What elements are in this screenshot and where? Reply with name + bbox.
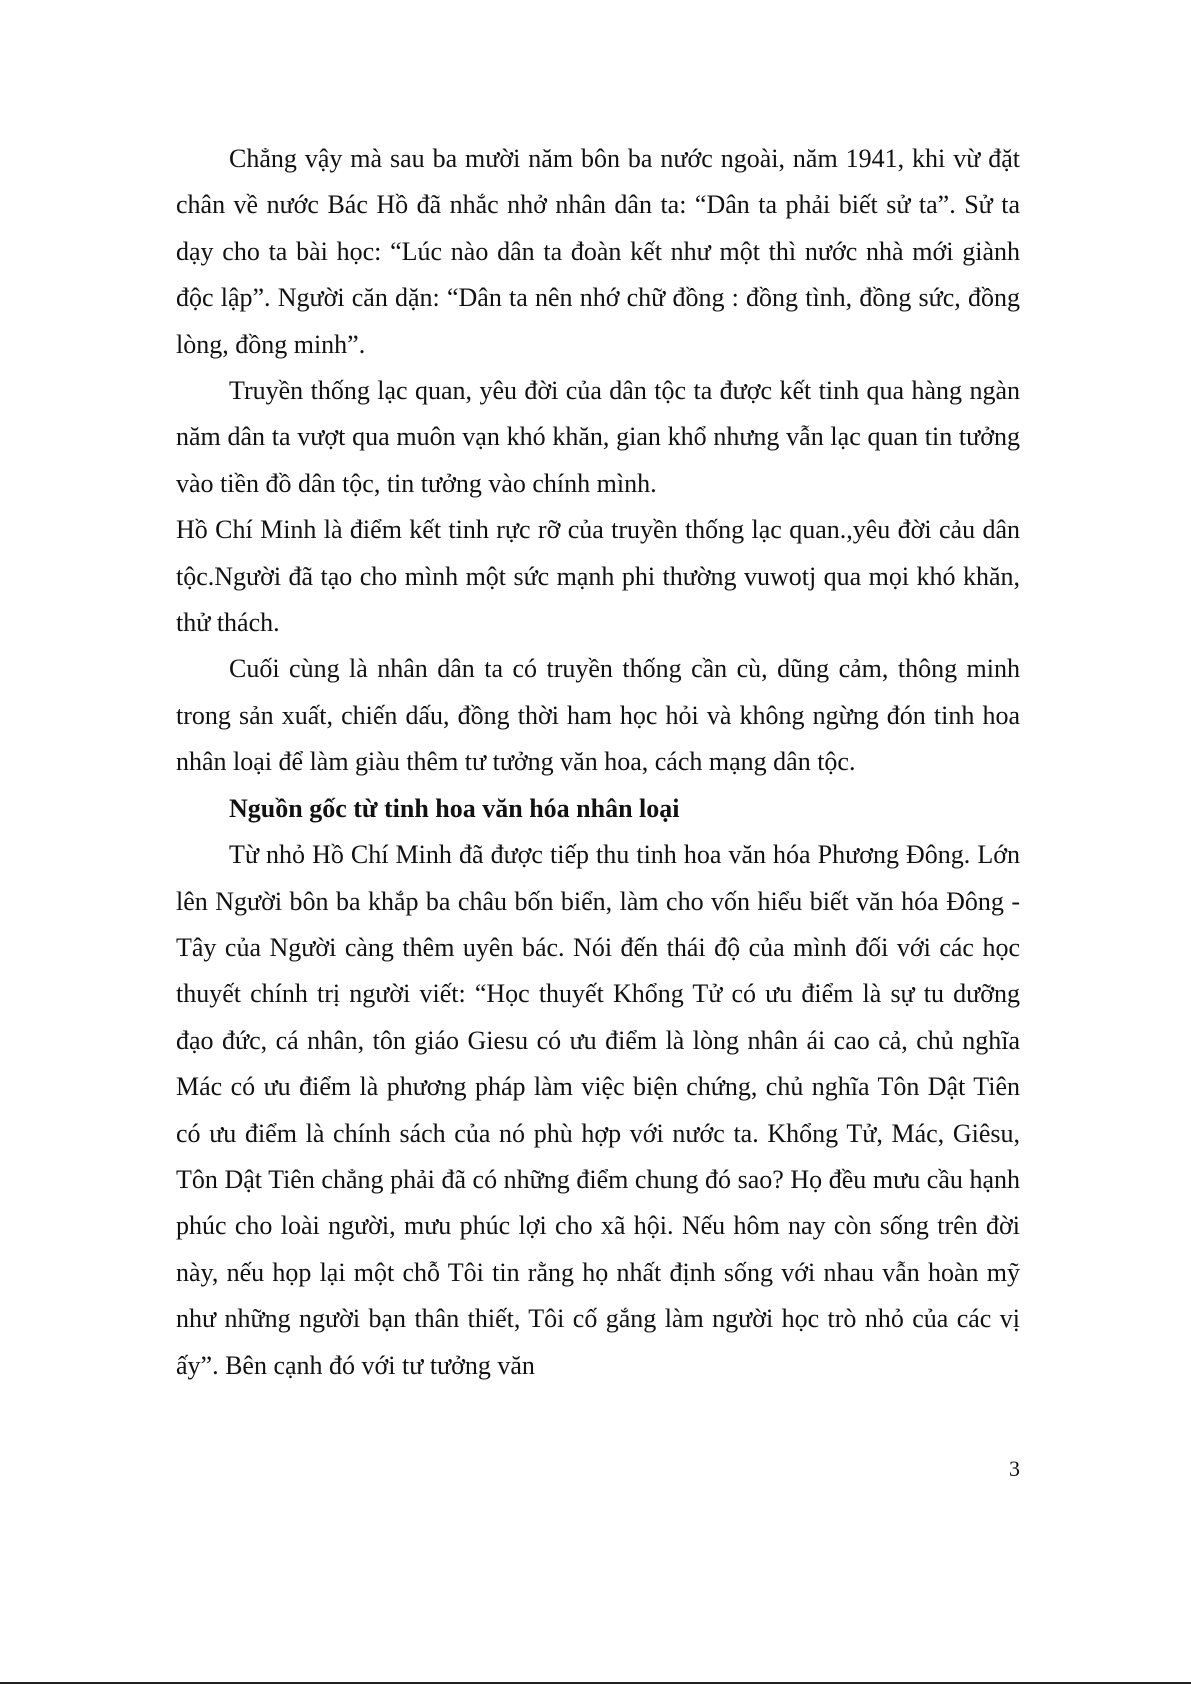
paragraph-4: Cuối cùng là nhân dân ta có truyền thống cần cù, dũng cảm, thông minh trong sản xuất, chiến dấu, đồng thời ham học hỏi và không ngừng đón tinh hoa nhân loại để làm giàu thêm tư tưởng văn hoa, cách mạng dân tộc.: [176, 654, 1020, 777]
paragraph-3: Hồ Chí Minh là điểm kết tinh rực rỡ của truyền thống lạc quan.,yêu đời cảu dân tộc.Người đã tạo cho mình một sức mạnh phi thường vuwotj qua mọi khó khăn, thử thách.: [176, 515, 1020, 638]
page-number: 3: [1009, 1456, 1020, 1481]
section-heading: Nguồn gốc từ tinh hoa văn hóa nhân loại: [229, 793, 680, 823]
body-text: [176, 136, 1020, 1389]
paragraph-1: Chẳng vậy mà sau ba mười năm bôn ba nước ngoài, năm 1941, khi vừ đặt chân về nước Bác Hồ đã nhắc nhở nhân dân ta: “Dân ta phải biết sử ta”. Sử ta dạy cho ta bài học: “Lúc nào dân ta đoàn kết như một thì nước nhà mới giành độc lập”. Người căn dặn: “Dân ta nên nhớ chữ đồng : đồng tình, đồng sức, đồng lòng, đồng minh”.: [176, 144, 1020, 359]
paragraph-2: Truyền thống lạc quan, yêu đời của dân tộc ta được kết tinh qua hàng ngàn năm dân ta vượt qua muôn vạn khó khăn, gian khổ nhưng vẫn lạc quan tin tưởng vào tiền đồ dân tộc, tin tưởng vào chính mình.: [176, 376, 1020, 498]
paragraph-5: Từ nhỏ Hồ Chí Minh đã được tiếp thu tinh hoa văn hóa Phương Đông. Lớn lên Người bôn ba khắp ba châu bốn biển, làm cho vốn hiểu biết văn hóa Đông - Tây của Người càng thêm uyên bác. Nói đến thái độ của mình đối với các học thuyết chính trị người viết: “Học thuyết Khổng Tử có ưu điểm là sự tu dưỡng đạo đức, cá nhân, tôn giáo Giesu có ưu điểm là lòng nhân ái cao cả, chủ nghĩa Mác có ưu điểm là phương pháp làm việc biện chứng, chủ nghĩa Tôn Dật Tiên có ưu điểm là chính sách của nó phù hợp với nước ta. Khổng Tử, Mác, Giêsu, Tôn Dật Tiên chẳng phải đã có những điểm chung đó sao? Họ đều mưu cầu hạnh phúc cho loài người, mưu phúc lợi cho xã hội. Nếu hôm nay còn sống trên đời này, nếu họp lại một chỗ Tôi tin rằng họ nhất định sống với nhau vẫn hoàn mỹ như những người bạn thân thiết, Tôi cố gắng làm người học trò nhỏ của các vị ấy”. Bên cạnh đó với tư tưởng văn: [176, 840, 1020, 1380]
footer-rule: [0, 1682, 1191, 1684]
